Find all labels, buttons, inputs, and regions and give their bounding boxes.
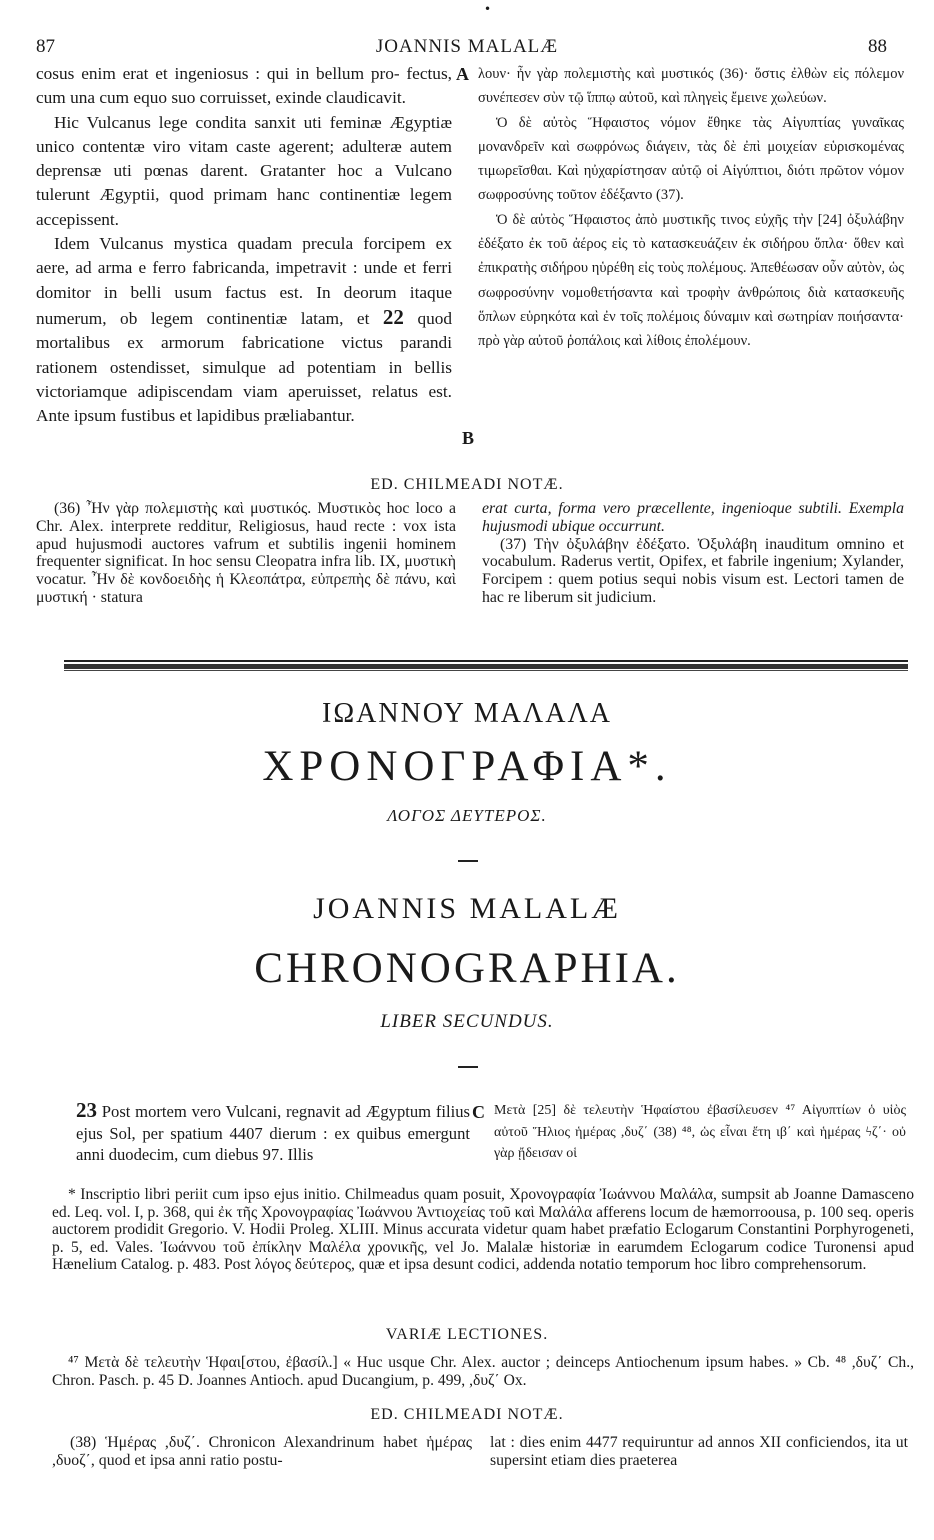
section-number-22: 22 xyxy=(382,304,404,329)
notes-left-column-top xyxy=(36,500,456,607)
margin-letter-b: B xyxy=(462,428,475,448)
notes-right-column-bottom xyxy=(490,1434,908,1470)
greek-paragraph-bottom: Μετὰ [25] δὲ τελευτὴν Ἡφαίστου ἐβασίλευσεν ⁴⁷ Αἰγυπτίων ὁ υἱὸς αὐτοῦ Ἥλιος ἡμέρας ,δυζ΄ (38) ⁴⁸, ὡς εἶναι ἔτη ιβ΄ καὶ ἡμέρας ϟζ΄· οὐ γὰρ ᾔδεισαν οἱ xyxy=(494,1103,906,1161)
latin-paragraph-1: cosus enim erat et ingeniosus : qui in bellum pro- fectus, cum una cum equo suo corruisset, exinde claudicavit. xyxy=(36,64,452,108)
header-dot: • xyxy=(484,2,492,16)
greek-column-top xyxy=(478,62,904,354)
section-number-23: 23 xyxy=(76,1098,97,1122)
variae-heading: VARIÆ LECTIONES. xyxy=(385,1326,549,1343)
latin-paragraph-3 xyxy=(36,232,452,428)
greek-paragraph-1: λουν· ἦν γὰρ πολεμιστὴς καὶ μυστικός (36)· ὅστις ἐλθὼν εἰς πόλεμον συνέπεσεν σὺν τῷ ἵππῳ αὐτοῦ, καὶ πληγεὶς ἔμεινε χωλεύων. xyxy=(478,66,904,107)
footnote xyxy=(52,1186,914,1274)
variae-text: ⁴⁷ Μετὰ δὲ τελευτὴν Ἡφαι[στου, ἐβασίλ.] « Huc usque Chr. Alex. auctor ; deinceps Antiochenum ipsum habes. » Cb. ⁴⁸ ,δυζ΄ Ch., Chron. Pasch. p. 45 D. Joannes Antioch. apud Ducangium, p. 499, ,δυζ΄ Ox. xyxy=(52,1354,914,1389)
note-36-continued xyxy=(482,500,904,536)
footnote-text: * Inscriptio libri periit cum ipso ejus initio. Chilmeadus quam posuit, Χρονογραφία Ἰωάννου Μαλάλα, sumpsit ab Joanne Damasceno ed. Leq. vol. I, p. 368, qui ἐκ τῆς Χρονογραφίας Ἰωάννου Ἀντιοχείας τοῦ καὶ Μαλάλα afferens locum de hæmorroousa, p. 100 seq. operis auctorem prodidit Gregorio. V. Hodii Proleg. XLIII. Minus accurata videtur quam habet præfatio Eclogarum Constantini Porphyrogeneti, p. 5, ed. Vales. Ἰωάννου τοῦ ἐπίκλην Μαλέλα χρονικῆς, vel Jo. Malalæ historiæ in earumdem Eclogarum codice Turonensi apud Hænelium Catalog. p. 483. Post λόγος δεύτερος, quæ et ipsa desunt codici, addenda notatio temporum hoc libro comprehensorum. xyxy=(52,1186,914,1274)
greek-column-bottom xyxy=(494,1100,906,1165)
variae-lectiones xyxy=(52,1354,914,1389)
latin-work-title: CHRONOGRAPHIA. xyxy=(254,945,680,992)
note-38-continued: lat : dies enim 4477 requiruntur ad annos XII conficiendos, ita ut supersint etiam dies praeterea xyxy=(490,1434,908,1469)
greek-paragraph-2: Ὁ δὲ αὐτὸς Ἥφαιστος νόμον ἔθηκε τὰς Αἰγυπτίας γυναῖκας μονανδρεῖν καὶ σωφρόνως διάγειν, τὰς δὲ ἐπὶ μοιχείαν εὑρισκομένας τιμωρεῖσθαι. Καὶ ηὐχαρίστησαν αὐτῷ οἱ Αἰγύπτιοι, διότι πρῶτον νόμον σωφροσύνης τοῦτον ἐδέξαντο (37). xyxy=(478,114,904,204)
latin-paragraph-3-start: Idem Vulcanus mystica quadam precula forcipem ex aere, ad arma e ferro fabricanda, impetravit : unde et ferri domitor in belli usum factus est. In deorum itaque numerum, ob legem continentiæ latam, et xyxy=(36,234,452,328)
notes-heading-bottom: ED. CHILMEADI NOTÆ. xyxy=(370,1406,564,1423)
right-page-number: 88 xyxy=(868,36,887,57)
greek-paragraph-3: Ὁ δὲ αὐτὸς Ἥφαιστος ἀπὸ μυστικῆς τινος εὐχῆς τὴν [24] ὀξυλάβην ἐδέξατο ἐκ τοῦ ἀέρος εἰς τὸ κατασκευάζειν ἐκ σιδήρου ὅπλα· ὅθεν καὶ ἐπικρατὴς σιδήρου ηὑρέθη εἰς τοὺς πολέμους. Ἀπεθέωσαν οὖν αὐτὸν, ὡς σωφροσύνην νομοθετήσαντα καὶ τροφὴν ἀνθρώποις διὰ κατασκευῆς ὅπλων εὑρηκότα καὶ ἐν τοῖς πολέμοις δύναμιν καὶ σωτηρίαν ποιήσαντα· πρὸ γὰρ αὐτοῦ ῥοπάλοις καὶ λίθοις ἐπολέμουν. xyxy=(478,211,904,350)
note-36-continued-text: erat curta, forma vero præcellente, ingenioque subtili. Exempla hujusmodi ubique occurrunt. xyxy=(482,500,904,535)
notes-right-column-top xyxy=(482,500,904,607)
latin-paragraph-2: Hic Vulcanus lege condita sanxit uti feminæ Ægyptiæ unico contentæ viro vitam caste agerent; adulteræ autem deprensæ uti pœnas darent. Gratanter hoc a Vulcano tulerunt Ægyptii, quod primam hanc continentiæ legem accepissent. xyxy=(36,112,452,229)
latin-author-title: JOANNIS MALALÆ xyxy=(313,892,621,925)
latin-column-bottom xyxy=(76,1100,470,1166)
note-36: (36) Ἦν γὰρ πολεμιστὴς καὶ μυστικός. Μυστικὸς hoc loco a Chr. Alex. interprete redditur, Religiosus, haud recte : vox ista apud hujusmodi auctores vafrum et subtilis ingenii hominem frequenter significat. In hoc sensu Cleopatra infra lib. IX, μυστικὴ vocatur. Ἦν δὲ κονδοειδὴς ἡ Κλεοπάτρα, εὐπρεπὴς δὲ πάνυ, καὶ μυστική · statura xyxy=(36,500,456,606)
greek-book-title: ΛΟΓΟΣ ΔΕΥΤΕΡΟΣ. xyxy=(387,806,547,825)
title-dash-1 xyxy=(458,860,478,862)
running-title: JOANNIS MALALÆ xyxy=(375,36,559,57)
latin-paragraph-23 xyxy=(76,1100,470,1166)
latin-column-top xyxy=(36,62,452,428)
note-37: (37) Τὴν ὀξυλάβην ἐδέξατο. Ὀξυλάβη inauditum omnino et vocabulum. Raderus vertit, Opifex, et fabrile ingenium; Xylander, Forcipem : quem potius sequi nobis visum est. Lectori tamen de hac re liberum sit judicium. xyxy=(482,535,904,606)
greek-work-title: ΧΡΟΝΟΓΡΑΦΙΑ*. xyxy=(262,743,672,790)
margin-letter-a: A xyxy=(456,64,469,84)
left-page-number: 87 xyxy=(36,36,55,57)
greek-author-title: ΙΩΑΝΝΟΥ ΜΑΛΑΛΑ xyxy=(322,698,612,729)
latin-paragraph-23-text: Post mortem vero Vulcani, regnavit ad Ægyptum filius ejus Sol, per spatium 4407 dierum : ex quibus emergunt anni duodecim, cum diebus 97. Illis xyxy=(76,1102,470,1164)
decorative-rule xyxy=(64,660,908,672)
margin-letter-c: C xyxy=(472,1102,485,1122)
notes-heading-top: ED. CHILMEADI NOTÆ. xyxy=(370,476,564,493)
note-38: (38) Ἡμέρας ,δυζ΄. Chronicon Alexandrinum habet ἡμέρας ,δυοζ΄, quod et ipsa anni ratio postu- xyxy=(52,1434,472,1469)
title-dash-2 xyxy=(458,1066,478,1068)
latin-book-title: LIBER SECUNDUS. xyxy=(380,1011,554,1032)
latin-paragraph-3-end: quod mortalibus ex armorum fabricatione victus parandi rationem ostendisset, simulque ad potentiam in bellis victoriamque adipiscendam viam aperuisset, relatus est. Ante ipsum fustibus et lapidibus præliabantur. xyxy=(36,308,452,426)
notes-left-column-bottom xyxy=(52,1434,472,1470)
